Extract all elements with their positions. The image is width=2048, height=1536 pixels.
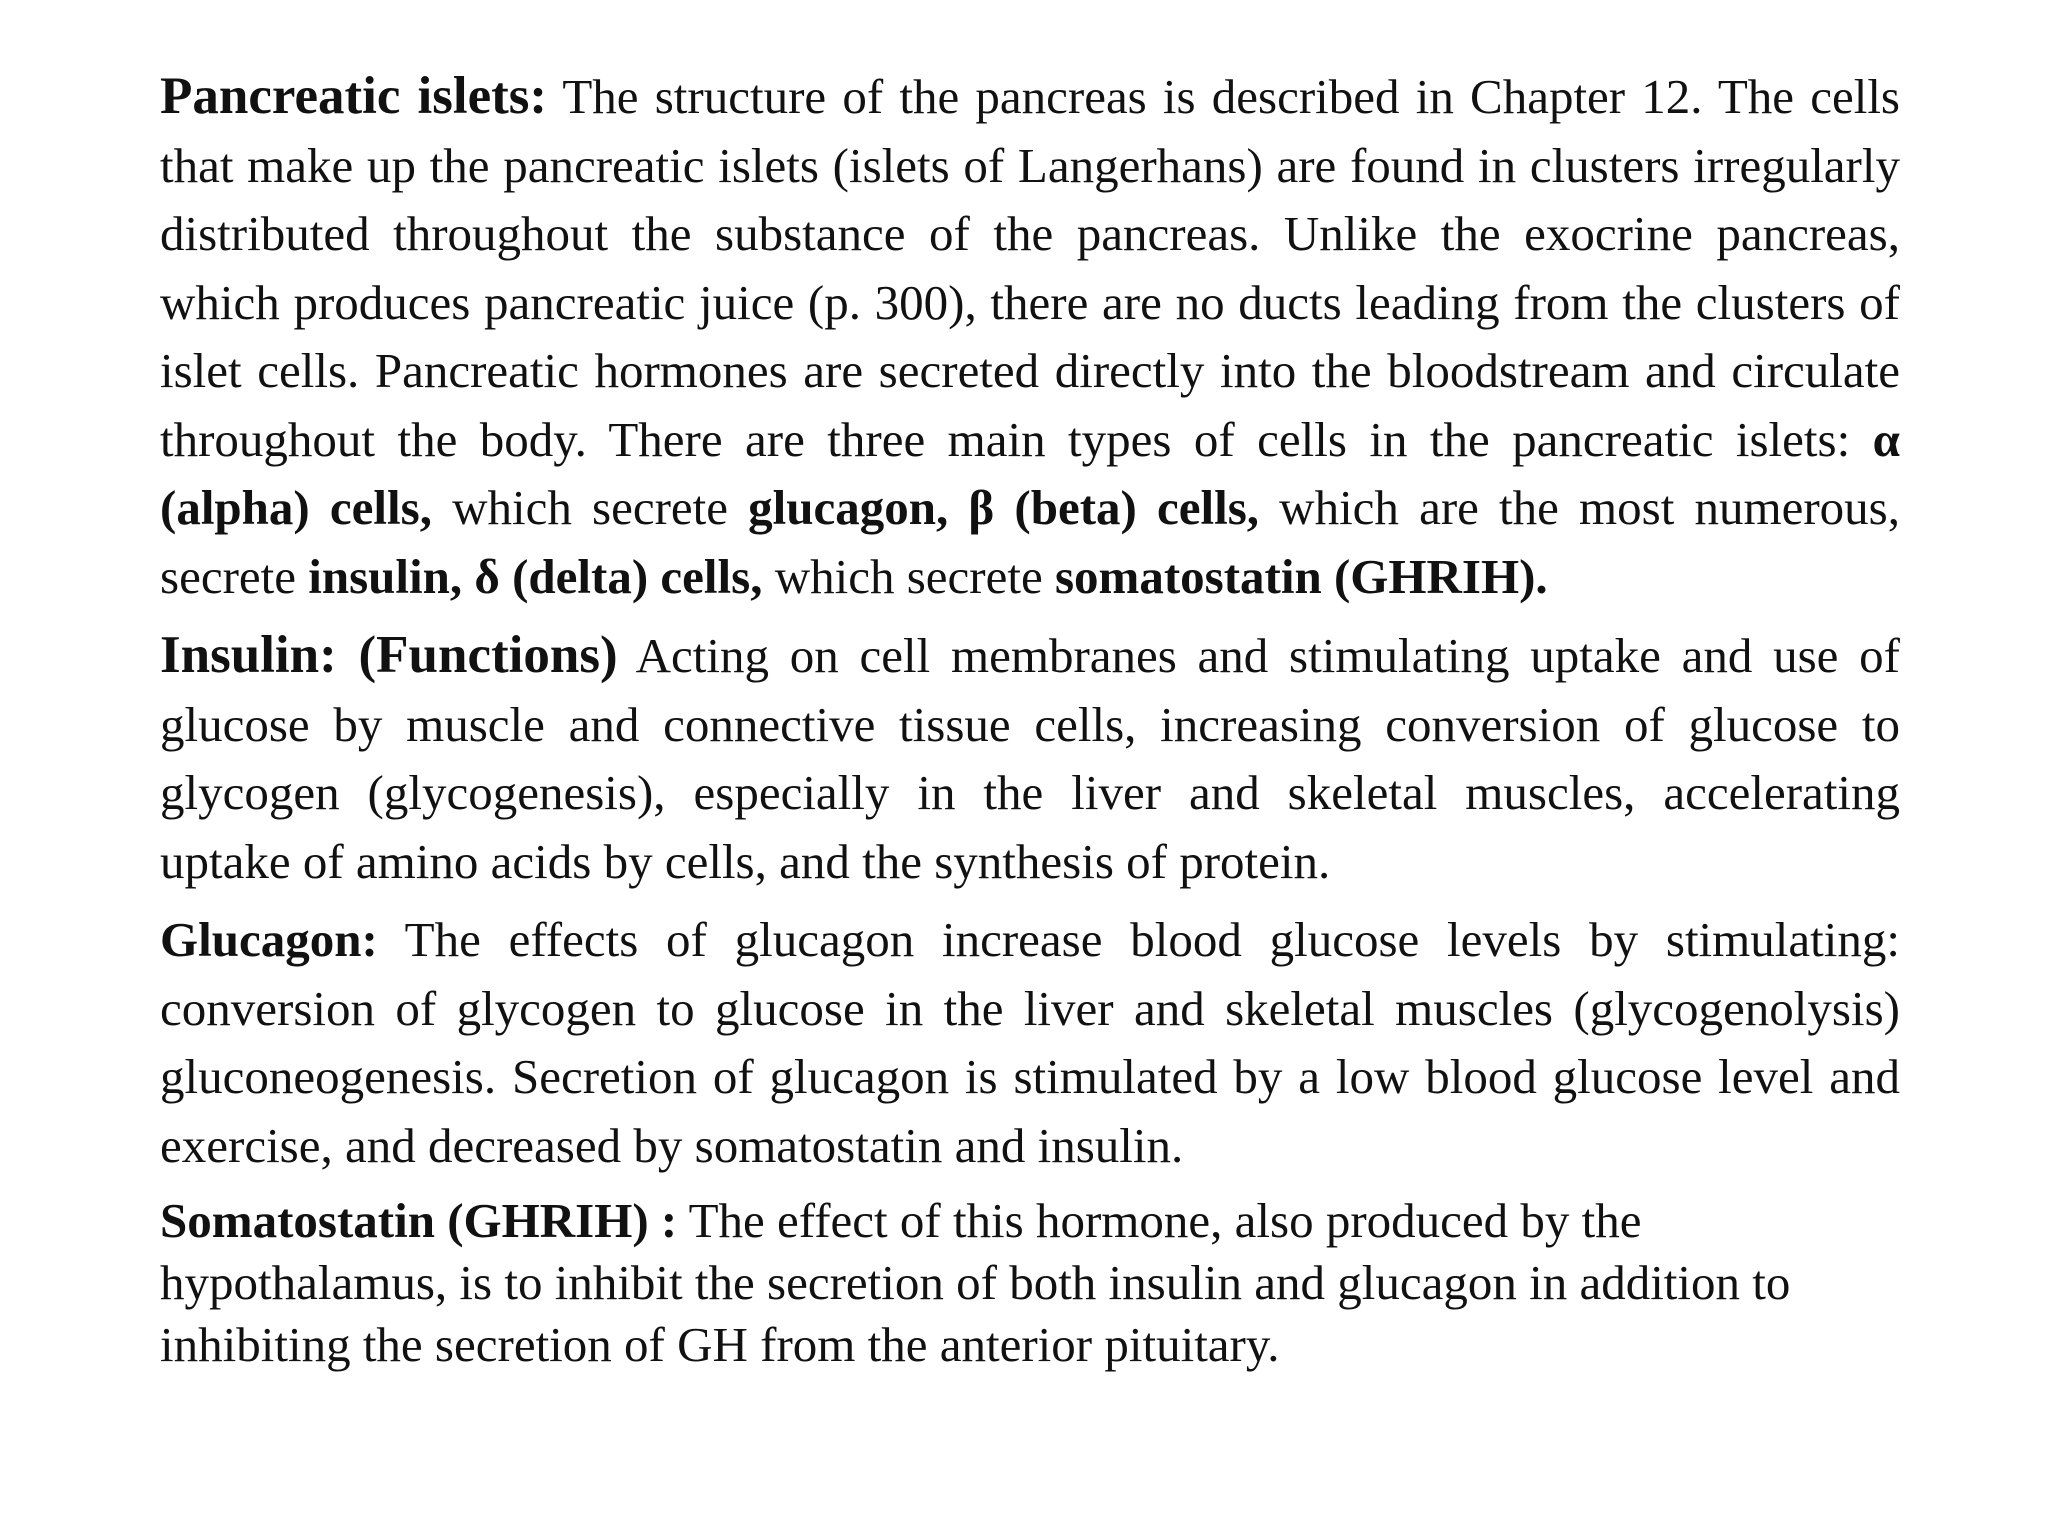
text-insulin: Acting on cell membranes and stimulating uptake and use of glucose by muscle and connective tissue cells, increasing conversion of glucose to glycogen (glycogenesis), especially in the liver and skeletal muscles, accelerating uptake of amino acids by cells, and the synthesis of protein. bbox=[160, 628, 1900, 889]
term-alpha-cells: α (alpha) cells, bbox=[160, 411, 1900, 535]
term-somatostatin: somatostatin (GHRIH). bbox=[1054, 548, 1548, 604]
paragraph-insulin bbox=[160, 621, 1900, 896]
document-page bbox=[160, 62, 1900, 1376]
text-islets-3: which are the most numerous, secrete bbox=[160, 480, 1900, 604]
text-somatostatin: The effect of this hormone, also produced by the hypothalamus, is to inhibit the secretion of both insulin and glucagon in addition to inhibiting the secretion of GH from the anterior pituitary. bbox=[160, 1193, 1791, 1372]
paragraph-pancreatic-islets bbox=[160, 62, 1900, 611]
paragraph-glucagon bbox=[160, 906, 1900, 1180]
text-islets-2: which secrete bbox=[431, 480, 749, 535]
heading-pancreatic-islets: Pancreatic islets: bbox=[160, 67, 548, 125]
text-islets-1: The structure of the pancreas is described in Chapter 12. The cells that make up the pancreatic islets (islets of Langerhans) are found in clusters irregularly distributed throughout the substance of the pancreas. Unlike the exocrine pancreas, which produces pancreatic juice (p. 300), there are no ducts leading from the clusters of islet cells. Pancreatic hormones are secreted directly into the bloodstream and circulate throughout the body. There are three main types of cells in the pancreatic islets: bbox=[160, 69, 1901, 467]
heading-somatostatin: Somatostatin (GHRIH) : bbox=[160, 1193, 678, 1248]
heading-glucagon: Glucagon: bbox=[160, 912, 378, 967]
term-glucagon-beta-cells: glucagon, β (beta) cells, bbox=[748, 480, 1260, 535]
text-glucagon: The effects of glucagon increase blood glucose levels by stimulating: conversion of glycogen to glucose in the liver and skeletal muscles (glycogenolysis) gluconeogenesis. Secretion of glucagon is stimulated by a low blood glucose level and exercise, and decreased by somatostatin and insulin. bbox=[160, 912, 1900, 1173]
paragraph-somatostatin bbox=[160, 1190, 1900, 1376]
heading-insulin: Insulin: (Functions) bbox=[160, 626, 618, 684]
term-insulin-delta-cells: insulin, δ (delta) cells, bbox=[308, 548, 763, 604]
text-islets-4: which secrete bbox=[762, 548, 1055, 604]
